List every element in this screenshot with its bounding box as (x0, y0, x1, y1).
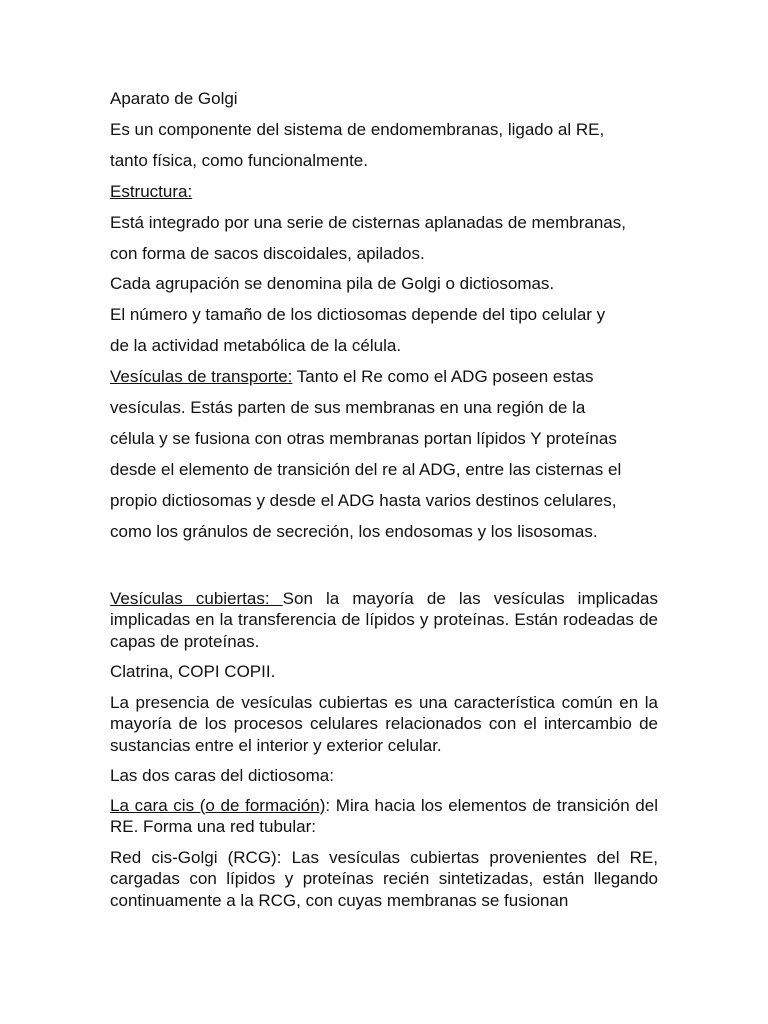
estructura-heading: Estructura: (110, 181, 193, 201)
document-title: Aparato de Golgi (110, 89, 238, 108)
estructura-line: con forma de sacos discoidales, apilados. (110, 243, 425, 263)
transporte-first-text: Tanto el Re como el ADG poseen estas (292, 367, 594, 387)
cara-cis-text: : Mira hacia los elementos de transición del RE. Forma una red tubular: (110, 795, 658, 837)
section-paragraphs (110, 588, 658, 912)
transporte-line: vesículas. Estás parten de sus membranas en una región de la (110, 398, 586, 418)
clatrina-paragraph: Clatrina, COPI COPII. (110, 662, 276, 682)
estructura-line: Está integrado por una serie de cisternas aplanadas de membranas, (110, 212, 626, 232)
estructura-heading-line (110, 177, 658, 208)
estructura-line: Cada agrupación se denomina pila de Golgi o dictiosomas. (110, 274, 555, 294)
cara-cis-paragraph (110, 795, 658, 838)
document-page (110, 84, 658, 920)
section-gap (110, 548, 658, 588)
transporte-heading: Vesículas de transporte: (110, 367, 293, 387)
transporte-line: célula y se fusiona con otras membranas portan lípidos Y proteínas (110, 428, 617, 448)
cubiertas-text: Son la mayoría de las vesículas implicadas implicadas en la transferencia de lípidos y proteínas. Están rodeadas de capas de proteínas. (110, 588, 658, 651)
transporte-line: propio dictiosomas y desde el ADG hasta varios destinos celulares, (110, 490, 617, 510)
intro-line: Es un componente del sistema de endomembranas, ligado al RE, (110, 119, 605, 139)
estructura-line: de la actividad metabólica de la célula. (110, 336, 402, 356)
section-single-lines (110, 84, 658, 548)
cara-cis-heading: La cara cis (o de formación) (110, 795, 326, 815)
cubiertas-heading: Vesículas cubiertas: (110, 588, 283, 608)
intro-line: tanto física, como funcionalmente. (110, 150, 368, 170)
transporte-line: como los gránulos de secreción, los endosomas y los lisosomas. (110, 521, 598, 541)
transporte-line: desde el elemento de transición del re al ADG, entre las cisternas el (110, 459, 622, 479)
estructura-line: El número y tamaño de los dictiosomas depende del tipo celular y (110, 305, 606, 325)
cubiertas-paragraph (110, 588, 658, 653)
rcg-paragraph: Red cis-Golgi (RCG): Las vesículas cubiertas provenientes del RE, cargadas con lípidos y proteínas recién sintetizadas, están llegando continuamente a la RCG, con cuyas membranas se fusionan (110, 847, 658, 910)
transporte-first-line (110, 362, 658, 393)
presencia-paragraph: La presencia de vesículas cubiertas es una característica común en la mayoría de los procesos celulares relacionados con el intercambio de sustancias entre el interior y exterior celular. (110, 692, 658, 755)
caras-paragraph: Las dos caras del dictiosoma: (110, 766, 334, 786)
